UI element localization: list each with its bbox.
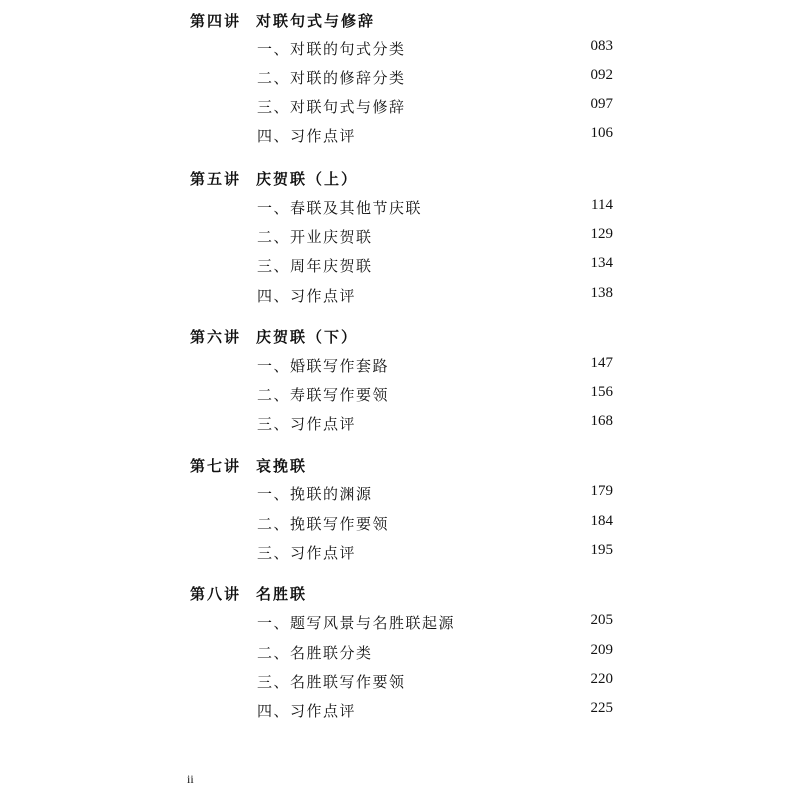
- chapter-number: 第六讲: [190, 328, 242, 346]
- entry-page: 092: [590, 67, 613, 83]
- entry-title: 三、习作点评: [257, 415, 357, 433]
- entry-page: 184: [590, 513, 613, 529]
- toc-entry[interactable]: [257, 612, 613, 632]
- entry-page: 083: [590, 38, 613, 54]
- toc-entry[interactable]: [257, 226, 613, 246]
- chapter-number: 第七讲: [190, 457, 242, 475]
- chapter-number: 第五讲: [190, 170, 242, 188]
- entry-title: 二、开业庆贺联: [257, 228, 373, 246]
- entry-title: 二、寿联写作要领: [257, 386, 390, 404]
- entry-page: 220: [590, 671, 613, 687]
- toc-entry[interactable]: [257, 513, 613, 533]
- entry-title: 四、习作点评: [257, 287, 357, 305]
- entry-title: 二、挽联写作要领: [257, 515, 390, 533]
- entry-page: 156: [590, 384, 613, 400]
- entry-page: 195: [590, 542, 613, 558]
- entry-title: 三、对联句式与修辞: [257, 98, 406, 116]
- entry-page: 097: [590, 96, 613, 112]
- chapter-heading: [190, 168, 358, 189]
- chapter-title: 名胜联: [256, 585, 308, 603]
- toc-entry[interactable]: [257, 384, 613, 404]
- toc-entry[interactable]: [257, 542, 613, 562]
- entry-title: 三、周年庆贺联: [257, 257, 373, 275]
- chapter-title: 庆贺联（下）: [256, 328, 359, 346]
- entry-title: 一、挽联的渊源: [257, 485, 373, 503]
- chapter-title: 庆贺联（上）: [256, 170, 359, 188]
- toc-entry[interactable]: [257, 96, 613, 116]
- entry-page: 179: [590, 483, 613, 499]
- toc-entry[interactable]: [257, 125, 613, 145]
- toc-entry[interactable]: [257, 255, 613, 275]
- entry-title: 一、对联的句式分类: [257, 40, 406, 58]
- toc-entry[interactable]: [257, 700, 613, 720]
- page-number: ii: [187, 772, 194, 786]
- entry-page: 134: [590, 255, 613, 271]
- entry-page: 106: [590, 125, 613, 141]
- entry-page: 225: [590, 700, 613, 716]
- entry-page: 168: [590, 413, 613, 429]
- toc-entry[interactable]: [257, 642, 613, 662]
- chapter-number: 第八讲: [190, 585, 242, 603]
- entry-title: 二、名胜联分类: [257, 644, 373, 662]
- entry-title: 一、春联及其他节庆联: [257, 199, 423, 217]
- entry-page: 205: [590, 612, 613, 628]
- entry-title: 三、习作点评: [257, 544, 357, 562]
- entry-page: 129: [590, 226, 613, 242]
- chapter-heading: [190, 10, 375, 31]
- toc-entry[interactable]: [257, 483, 613, 503]
- chapter-number: 第四讲: [190, 12, 242, 30]
- toc-entry[interactable]: [257, 38, 613, 58]
- chapter-heading: [190, 326, 358, 347]
- entry-title: 一、婚联写作套路: [257, 357, 390, 375]
- entry-page: 147: [590, 355, 613, 371]
- entry-title: 四、习作点评: [257, 702, 357, 720]
- entry-title: 三、名胜联写作要领: [257, 673, 406, 691]
- entry-page: 138: [590, 285, 613, 301]
- chapter-heading: [190, 455, 307, 476]
- toc-entry[interactable]: [257, 67, 613, 87]
- toc-entry[interactable]: [257, 285, 613, 305]
- entry-page: 114: [591, 197, 613, 213]
- entry-title: 一、题写风景与名胜联起源: [257, 614, 456, 632]
- toc-entry[interactable]: [257, 671, 613, 691]
- entry-title: 四、习作点评: [257, 127, 357, 145]
- entry-title: 二、对联的修辞分类: [257, 69, 406, 87]
- chapter-title: 哀挽联: [256, 457, 308, 475]
- entry-page: 209: [590, 642, 613, 658]
- chapter-title: 对联句式与修辞: [256, 12, 376, 30]
- chapter-heading: [190, 583, 307, 604]
- toc-entry[interactable]: [257, 413, 613, 433]
- toc-entry[interactable]: [257, 197, 613, 217]
- toc-entry[interactable]: [257, 355, 613, 375]
